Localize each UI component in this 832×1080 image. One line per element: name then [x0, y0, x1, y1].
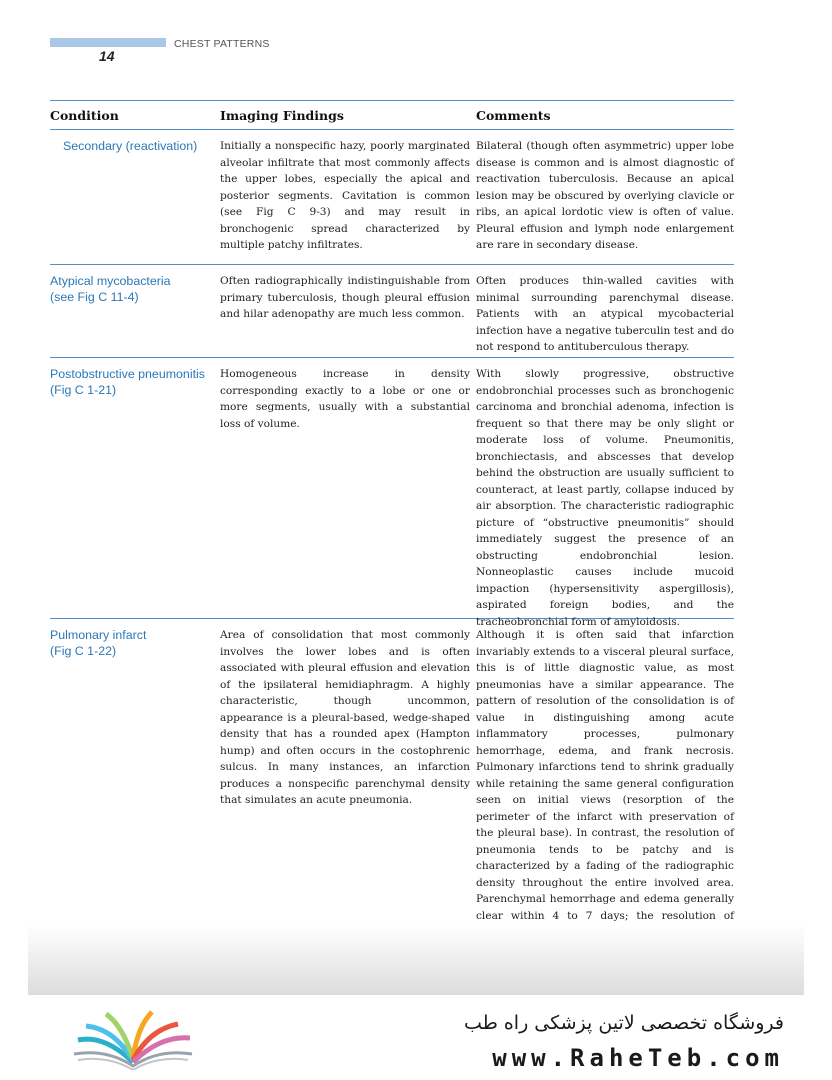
table-row: [50, 130, 734, 265]
condition-figure-ref: (Fig C 1-22): [50, 644, 117, 658]
findings-table: [50, 100, 734, 930]
comments-cell: With slowly progressive, obstructive endobronchial processes such as bronchogenic carcinoma and bronchial adenoma, infection is frequent so that there may be only slight or moderate loss of volume. Pneumonitis, bronchiectasis, and abscesses that develop behind the obstruction are usually sufficient to counteract, at least partly, collapse induced by air absorption. The characteristic radiographic picture of “obstructive pneumonitis” should immediately suggest the presence of an obstructing endobronchial lesion. Nonneoplastic causes include mucoid impaction (hypersensitivity aspergillosis), aspirated foreign bodies, and the tracheobronchial form of amyloidosis.: [476, 368, 734, 628]
condition-name: Pulmonary infarct: [50, 628, 147, 642]
page-shadow-band: [28, 925, 804, 995]
watermark-url: www.RaheTeb.com: [492, 1044, 784, 1072]
running-head: CHEST PATTERNS: [174, 38, 270, 50]
header-condition: Condition: [50, 107, 119, 123]
header-imaging-findings: Imaging Findings: [220, 107, 344, 123]
watermark-store-name: فروشگاه تخصصی لاتین پزشکی راه طب: [464, 1012, 784, 1034]
condition-figure-ref: (Fig C 1-21): [50, 383, 117, 397]
table-row: [50, 265, 734, 358]
table-row: [50, 619, 734, 930]
table-row: [50, 358, 734, 628]
condition-name: Secondary (reactivation): [63, 139, 198, 153]
condition-cell: [50, 627, 220, 925]
findings-cell: Area of consolidation that most commonly involves the lower lobes and is often associated with pleural effusion and elevation of the ipsilateral hemidiaphragm. A highly characteristic, though uncommon, appearance is a pleural-based, wedge-shaped density that has a rounded apex (Hampton hump) and often occurs in the costophrenic sulcus. In many instances, an infarction produces a nonspecific parenchymal density that simulates an acute pneumonia.: [220, 629, 470, 806]
page-number: 14: [99, 48, 115, 64]
condition-name: Postobstructive pneumonitis: [50, 367, 205, 381]
findings-cell: Often radiographically indistinguishable from primary tuberculosis, though pleural effusion and hilar adenopathy are much less common.: [220, 275, 470, 320]
findings-cell: Homogeneous increase in density corresponding exactly to a lobe or one or more segments, usually with a substantial loss of volume.: [220, 368, 470, 430]
open-book-logo-icon: [68, 1010, 198, 1070]
findings-cell: Initially a nonspecific hazy, poorly marginated alveolar infiltrate that most commonly affects the upper lobes, especially the apical and posterior segments. Cavitation is common (see Fig C 9-3) and may result in bronchogenic spread characterized by multiple patchy infiltrates.: [220, 140, 470, 251]
condition-cell: [50, 366, 220, 614]
header-accent-bar: [50, 38, 166, 47]
condition-figure-ref: (see Fig C 11-4): [50, 290, 139, 304]
condition-cell: [50, 273, 220, 353]
condition-name: Atypical mycobacteria: [50, 274, 171, 288]
comments-cell: Although it is often said that infarction invariably extends to a visceral pleural surface, this is of little diagnostic value, as most pneumonias have a similar appearance. The pattern of resolution of the consolidation is of value in distinguishing among acute inflammatory processes, pulmonary hemorrhage, edema, and frank necrosis. Pulmonary infarctions tend to shrink gradually while retaining the same general configuration seen on initial views (resorption of the perimeter of the infarct with preservation of the pleural base). In contrast, the resolution of pneumonia tends to be patchy and is characterized by a fading of the radiographic density throughout the entire involved area. Parenchymal hemorrhage and edema generally clear within 4 to 7 days; the resolution of: [476, 629, 734, 922]
condition-cell: [50, 138, 220, 260]
table-header-row: [50, 101, 734, 130]
comments-cell: Bilateral (though often asymmetric) upper lobe disease is common and is almost diagnostic of reactivation tuberculosis. Because an apical lesion may be obscured by overlying clavicle or ribs, an apical lordotic view is often of value. Pleural effusion and lymph node enlargement are rare in secondary disease.: [476, 140, 734, 251]
comments-cell: Often produces thin-walled cavities with minimal surrounding parenchymal disease. Patients with an atypical mycobacterial infection have a negative tuberculin test and do not respond to antituberculous therapy.: [476, 275, 734, 353]
header-comments: Comments: [476, 107, 551, 123]
